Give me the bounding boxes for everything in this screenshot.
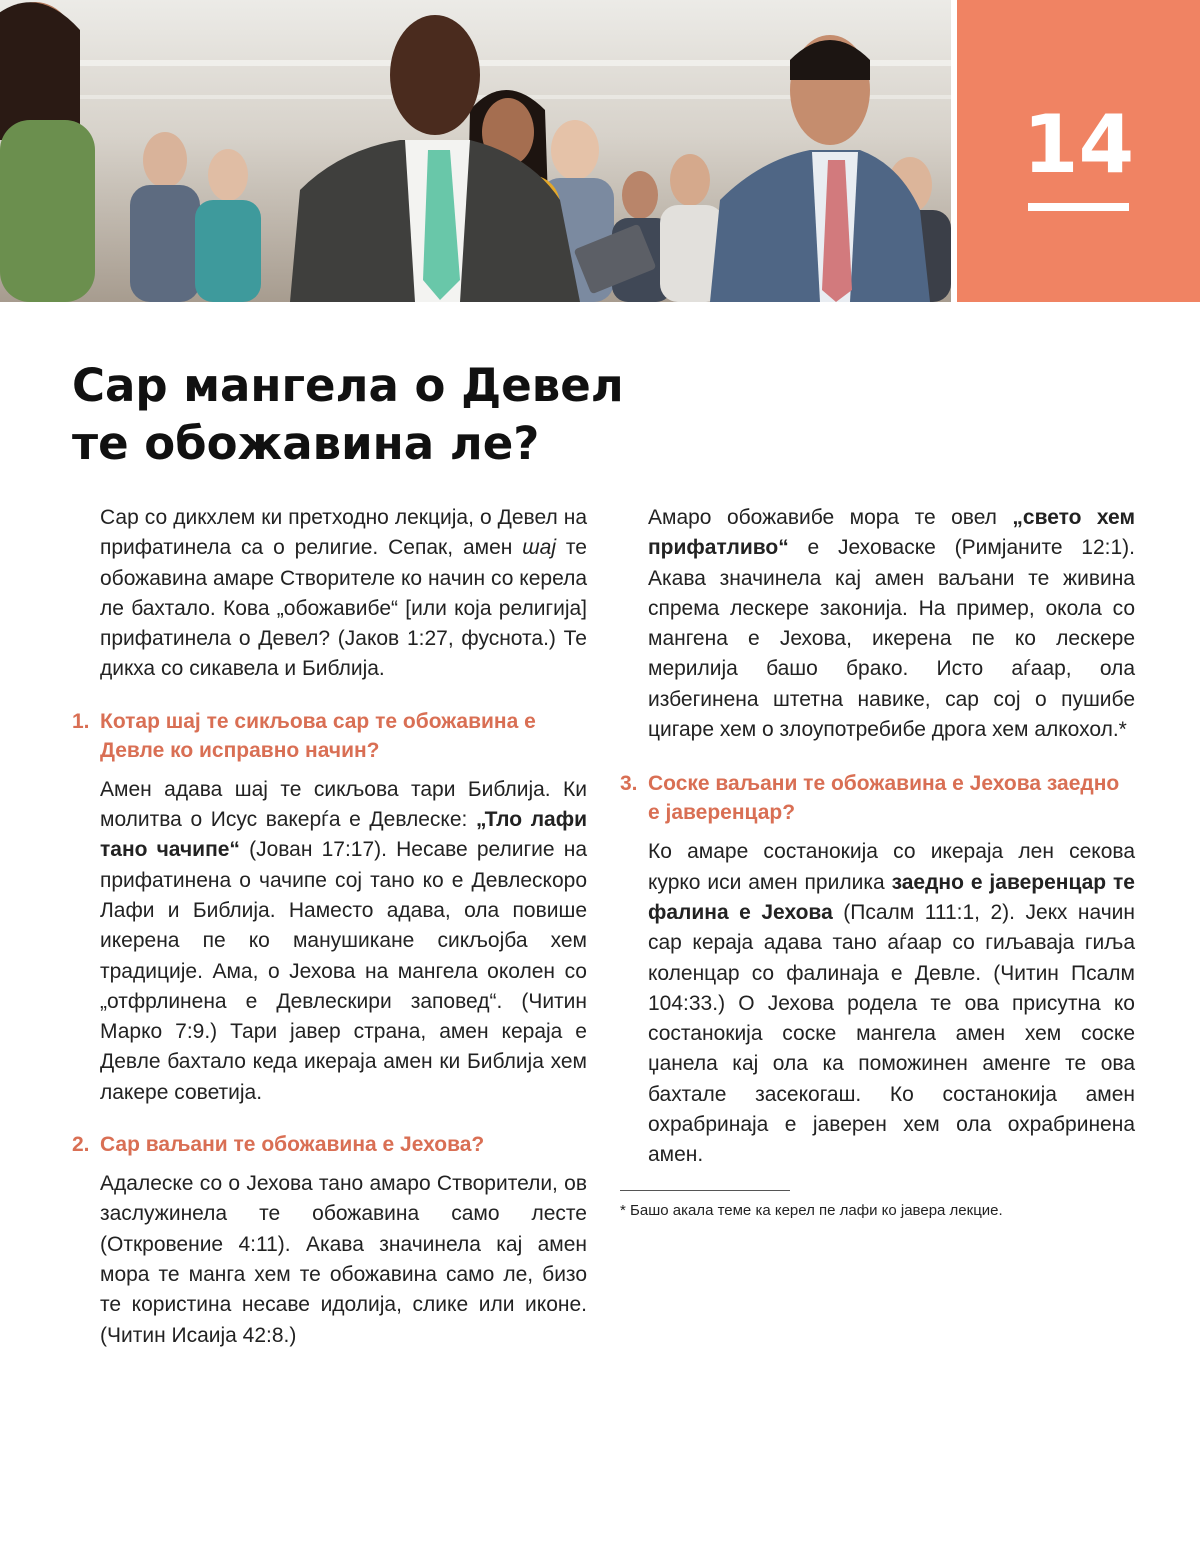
lesson-number: 14	[1022, 98, 1135, 191]
intro-emphasis: шај	[522, 536, 557, 560]
hero-photo-illustration	[0, 0, 951, 302]
question-1-text: Котар шај те сикљова сар те обожавина е Девле ко исправно начин?	[100, 709, 536, 762]
left-column	[72, 503, 587, 1351]
question-1-number: 1.	[72, 709, 90, 733]
lesson-number-box	[957, 0, 1200, 302]
question-3-paragraph	[648, 837, 1135, 1170]
q1-text-2: (Јован 17:17). Несаве религие на прифатинена о чачипе сој тано ко е Девлескоро Лафи и Библија. Наместо адава, ола повише икерена пе ко манушикане сикљојба хем традиције. Ама, о Јехова на мангела околен со „отфрлинена е Девлескири заповед“. (Читин Марко 7:9.) Тари јавер страна, амен кераја е Девле бахтало кеда икераја амен ки Библија хем лакере советија.	[100, 838, 587, 1104]
question-1-paragraph	[100, 775, 587, 1108]
page-title-line-2: те обожавина ле?	[72, 417, 540, 470]
intro-text-2: те обожавина амаре Створителе ко начин со керела ле бахтало. Кова „обожавибе“ [или која религија] прифатинела о Девел? (Јаков 1:27, фуснота.) Те дикха со сикавела и Библија.	[100, 536, 587, 681]
footnote-divider	[620, 1190, 790, 1191]
q1-text-1: Амен адава шај те сикљова тари Библија. Ки молитва о Исус вакерѓа е Девлеске:	[100, 777, 587, 832]
question-1-heading	[72, 707, 587, 765]
question-3-text: Соске ваљани те обожавина е Јехова заедно е јаверенцар?	[648, 772, 1120, 825]
q2cont-text-2: е Јеховаске (Римјаните 12:1). Акава значинела кај амен ваљани те живина спрема лескере законија. На пример, окола со мангена е Јехова, икерена пе ко лескере мерилија башо брако. Исто аѓаар, ола избегинена штетна навике, сар сој о пушибе цигаре хем о злоупотребибе дрога хем алкохол.*	[648, 536, 1135, 742]
intro-paragraph	[100, 503, 587, 685]
question-3-heading	[620, 769, 1135, 827]
question-2-continued-paragraph	[648, 503, 1135, 745]
right-column	[620, 503, 1135, 1221]
q3-bold-text: заедно е јаверенцар те фалина е Јехова	[648, 870, 1135, 924]
intro-text-1: Сар со дикхлем ки претходно лекција, о Девел на прифатинела са о религие. Сепак, амен	[100, 506, 587, 560]
footnote: * Башо акала теме ка керел пе лафи ко јавера лекцие.	[620, 1201, 1003, 1219]
lesson-number-underline	[1028, 203, 1129, 211]
question-2-text: Сар ваљани те обожавина е Јехова?	[100, 1133, 485, 1157]
q3-text-2: (Псалм 111:1, 2). Јекх начин сар кераја адава тано аѓаар со гиљаваја гиља коленцар со фалинаја е Девле. (Читин Псалм 104:33.) О Јехова родела те ова присутна ко состанокија соске мангела амен хем соске џанела кај ола ка поможинен аменге те ова бахтале засекогаш. Ко состанокија амен охрабринаја е јаверен хем ола охрабринена амен.	[648, 900, 1135, 1167]
q3-text-1: Ко амаре состанокија со икераја лен секова курко иси амен прилика	[648, 840, 1135, 894]
hero-photo	[0, 0, 951, 302]
q2cont-text-1: Амаро обожавибе мора те овел	[648, 506, 1013, 529]
question-2-paragraph: Адалеске со о Јехова тано амаро Створители, ов заслужинела те обожавина само лесте (Откровение 4:11). Акава значинела кај амен мора те манга хем те обожавина само ле, бизо те користина несаве идолија, слике или иконе. (Читин Исаија 42:8.)	[100, 1172, 587, 1347]
q2cont-bold-quote: „свето хем прифатливо“	[648, 506, 1135, 560]
question-2-heading	[72, 1130, 587, 1159]
page-title	[72, 357, 772, 473]
page-title-line-1: Сар мангела о Девел	[72, 359, 624, 412]
question-2-number: 2.	[72, 1133, 90, 1157]
question-3-number: 3.	[620, 772, 638, 796]
q1-bold-quote: „Тло лафи тано чачипе“	[100, 808, 587, 862]
